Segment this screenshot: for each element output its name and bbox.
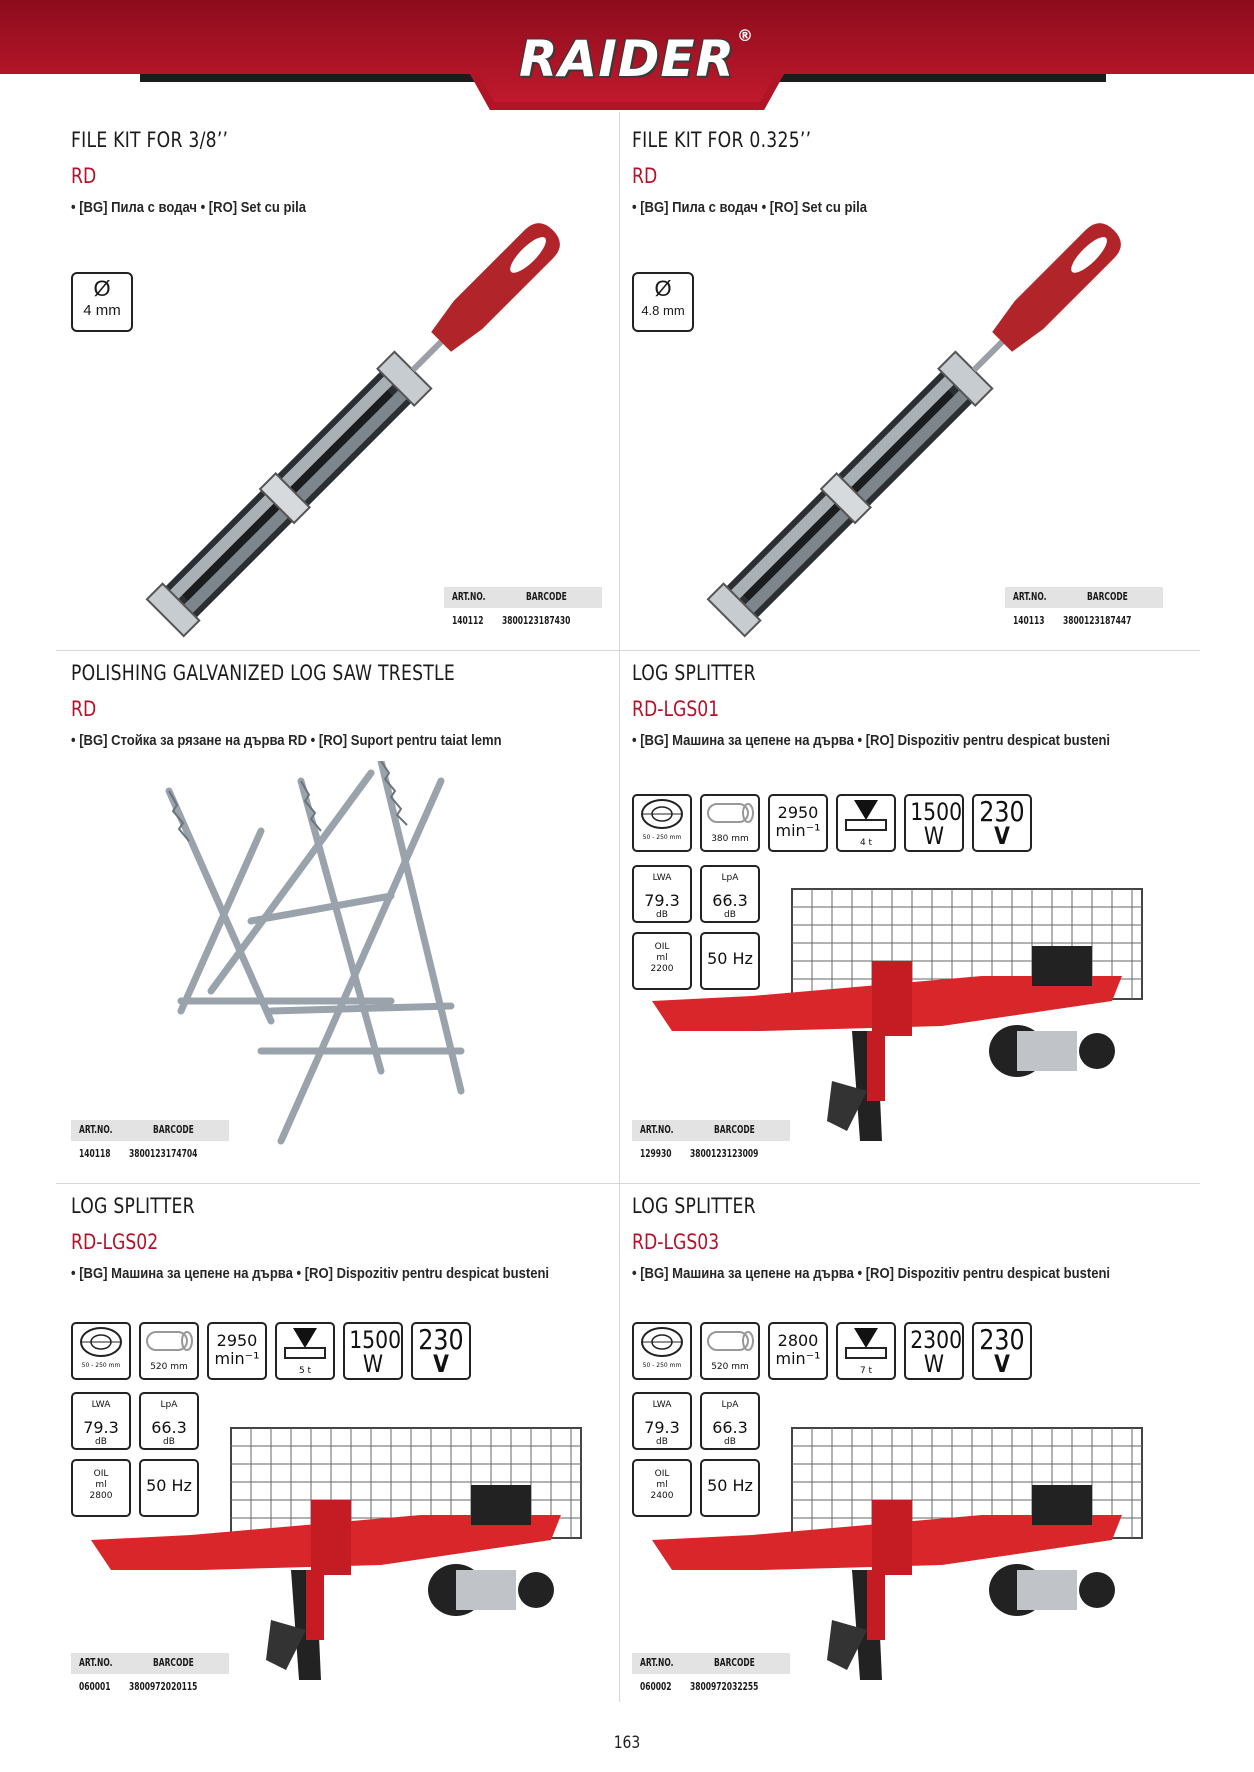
art-no-value: 129930	[640, 1148, 672, 1160]
speed-unit: min⁻¹	[775, 1349, 821, 1368]
product-model: RD-LGS03	[632, 1230, 720, 1254]
voltage-value: 230	[418, 1323, 464, 1356]
art-no-label: ART.NO.	[79, 1657, 113, 1669]
oil-value: 2400	[650, 1491, 674, 1501]
product-card-log-splitter-lgs03	[632, 1194, 1192, 1714]
product-card-log-saw-trestle	[71, 661, 631, 1181]
product-title: POLISHING GALVANIZED LOG SAW TRESTLE	[71, 661, 456, 685]
lwa-unit: dB	[656, 1437, 668, 1447]
barcode-label: BARCODE	[714, 1657, 755, 1669]
lpa-unit: dB	[724, 910, 736, 920]
log-diameter-spec	[632, 1322, 692, 1380]
oil-label: OIL	[93, 1469, 109, 1479]
product-title: LOG SPLITTER	[632, 661, 756, 685]
product-card-file-kit-0-325	[632, 128, 1192, 648]
log-diameter-value: 50 - 250 mm	[642, 834, 682, 841]
force-value: 7 t	[859, 1366, 873, 1376]
power-value: 1500	[349, 1326, 402, 1354]
power-value: 1500	[910, 798, 963, 826]
oil-value: 2800	[89, 1491, 113, 1501]
lwa-label: LWA	[652, 1400, 672, 1410]
frequency-value: 50 Hz	[707, 949, 753, 968]
wedge-icon	[277, 1324, 333, 1362]
voltage-spec	[972, 1322, 1032, 1380]
speed-unit: min⁻¹	[775, 821, 821, 840]
power-unit: W	[923, 822, 945, 850]
lpa-value: 66.3	[151, 1418, 187, 1437]
product-card-log-splitter-lgs01	[632, 661, 1192, 1181]
product-description: • [BG] Пила с водач • [RO] Set cu pila	[71, 200, 306, 216]
file-kit-image	[652, 142, 1172, 662]
article-info	[1005, 587, 1163, 633]
art-no-label: ART.NO.	[452, 591, 486, 603]
lpa-unit: dB	[163, 1437, 175, 1447]
page-header	[0, 0, 1254, 112]
log-length-spec	[700, 794, 760, 852]
log-diameter-spec	[71, 1322, 131, 1380]
art-no-value: 140112	[452, 615, 484, 627]
log-diameter-spec	[632, 794, 692, 852]
brand-logo-text: RAIDER	[519, 30, 735, 88]
log-length-value: 380 mm	[711, 834, 749, 844]
frequency-value: 50 Hz	[146, 1476, 192, 1495]
lpa-value: 66.3	[712, 1418, 748, 1437]
saw-trestle-image	[161, 761, 581, 1171]
oil-unit: ml	[656, 953, 668, 963]
barcode-label: BARCODE	[526, 591, 567, 603]
product-model: RD	[632, 164, 658, 188]
row-divider-2	[56, 1183, 1200, 1184]
log-length-icon	[702, 796, 758, 830]
art-no-value: 140118	[79, 1148, 111, 1160]
art-no-value: 060002	[640, 1681, 672, 1693]
lwa-label: LWA	[652, 873, 672, 883]
product-title: FILE KIT FOR 3/8’’	[71, 128, 229, 152]
log-length-spec	[700, 1322, 760, 1380]
force-value: 5 t	[298, 1366, 312, 1376]
barcode-value: 3800123187430	[502, 615, 571, 627]
frequency-value: 50 Hz	[707, 1476, 753, 1495]
diameter-icon: Ø	[654, 276, 672, 301]
product-card-log-splitter-lgs02	[71, 1194, 631, 1714]
speed-spec	[768, 1322, 828, 1380]
product-title: LOG SPLITTER	[632, 1194, 756, 1218]
force-spec	[836, 794, 896, 852]
art-no-label: ART.NO.	[640, 1657, 674, 1669]
force-spec	[836, 1322, 896, 1380]
power-spec	[904, 794, 964, 852]
oil-unit: ml	[656, 1480, 668, 1490]
voltage-value: 230	[979, 795, 1025, 828]
power-unit: W	[362, 1350, 384, 1378]
power-value: 2300	[910, 1326, 963, 1354]
barcode-value: 3800123174704	[129, 1148, 198, 1160]
log-end-icon	[73, 1324, 129, 1358]
barcode-value: 3800972020115	[129, 1681, 198, 1693]
registered-mark: ®	[737, 26, 754, 45]
oil-label: OIL	[654, 1469, 670, 1479]
article-info	[632, 1120, 790, 1166]
product-description: • [BG] Пила с водач • [RO] Set cu pila	[632, 200, 867, 216]
lpa-unit: dB	[724, 1437, 736, 1447]
power-spec	[343, 1322, 403, 1380]
product-description: • [BG] Машина за цепене на дърва • [RO] Dispozitiv pentru despicat busteni	[632, 1266, 1111, 1282]
lpa-label: LpA	[160, 1400, 178, 1410]
log-diameter-value: 50 - 250 mm	[642, 1362, 682, 1369]
oil-unit: ml	[95, 1480, 107, 1490]
diameter-icon: Ø	[93, 276, 111, 301]
voltage-unit: V	[433, 1350, 449, 1378]
lwa-unit: dB	[95, 1437, 107, 1447]
product-model: RD-LGS02	[71, 1230, 159, 1254]
speed-value: 2950	[777, 803, 819, 822]
art-no-value: 060001	[79, 1681, 111, 1693]
product-description: • [BG] Машина за цепене на дърва • [RO] Dispozitiv pentru despicat busteni	[71, 1266, 550, 1282]
speed-unit: min⁻¹	[214, 1349, 260, 1368]
art-no-label: ART.NO.	[79, 1124, 113, 1136]
power-spec	[904, 1322, 964, 1380]
speed-spec	[768, 794, 828, 852]
voltage-spec	[972, 794, 1032, 852]
force-spec	[275, 1322, 335, 1380]
brand-logo	[0, 26, 1254, 88]
lwa-value: 79.3	[644, 1418, 680, 1437]
log-end-icon	[634, 796, 690, 830]
log-length-icon	[141, 1324, 197, 1358]
oil-value: 2200	[650, 964, 674, 974]
log-end-icon	[634, 1324, 690, 1358]
art-no-label: ART.NO.	[640, 1124, 674, 1136]
force-value: 4 t	[859, 838, 873, 848]
barcode-label: BARCODE	[153, 1124, 194, 1136]
article-info	[71, 1120, 229, 1166]
log-diameter-value: 50 - 250 mm	[81, 1362, 121, 1369]
speed-value: 2950	[216, 1331, 258, 1350]
voltage-unit: V	[994, 1350, 1010, 1378]
product-card-file-kit-3-8	[71, 128, 631, 648]
product-title: FILE KIT FOR 0.325’’	[632, 128, 812, 152]
page-number: 163	[613, 1733, 641, 1753]
speed-spec	[207, 1322, 267, 1380]
product-description: • [BG] Стойка за рязане на дърва RD • [RO] Suport pentru taiat lemn	[71, 733, 502, 749]
lwa-unit: dB	[656, 910, 668, 920]
barcode-value: 3800972032255	[690, 1681, 759, 1693]
barcode-label: BARCODE	[1087, 591, 1128, 603]
product-model: RD	[71, 697, 97, 721]
file-kit-image	[91, 142, 611, 662]
lwa-value: 79.3	[644, 891, 680, 910]
log-length-spec	[139, 1322, 199, 1380]
art-no-label: ART.NO.	[1013, 591, 1047, 603]
product-description: • [BG] Машина за цепене на дърва • [RO] Dispozitiv pentru despicat busteni	[632, 733, 1111, 749]
lpa-value: 66.3	[712, 891, 748, 910]
log-length-value: 520 mm	[711, 1362, 749, 1372]
wedge-icon	[838, 1324, 894, 1362]
article-info	[71, 1653, 229, 1699]
voltage-unit: V	[994, 822, 1010, 850]
voltage-value: 230	[979, 1323, 1025, 1356]
art-no-value: 140113	[1013, 615, 1045, 627]
speed-value: 2800	[777, 1331, 819, 1350]
product-title: LOG SPLITTER	[71, 1194, 195, 1218]
diameter-value: 4 mm	[83, 302, 121, 319]
diameter-value: 4.8 mm	[641, 303, 685, 318]
article-info	[632, 1653, 790, 1699]
lpa-label: LpA	[721, 873, 739, 883]
voltage-spec	[411, 1322, 471, 1380]
product-model: RD	[71, 164, 97, 188]
barcode-value: 3800123123009	[690, 1148, 759, 1160]
lwa-label: LWA	[91, 1400, 111, 1410]
barcode-label: BARCODE	[714, 1124, 755, 1136]
lpa-label: LpA	[721, 1400, 739, 1410]
log-length-icon	[702, 1324, 758, 1358]
barcode-value: 3800123187447	[1063, 615, 1132, 627]
log-length-value: 520 mm	[150, 1362, 188, 1372]
power-unit: W	[923, 1350, 945, 1378]
article-info	[444, 587, 602, 633]
barcode-label: BARCODE	[153, 1657, 194, 1669]
oil-label: OIL	[654, 942, 670, 952]
lwa-value: 79.3	[83, 1418, 119, 1437]
wedge-icon	[838, 796, 894, 834]
product-model: RD-LGS01	[632, 697, 720, 721]
